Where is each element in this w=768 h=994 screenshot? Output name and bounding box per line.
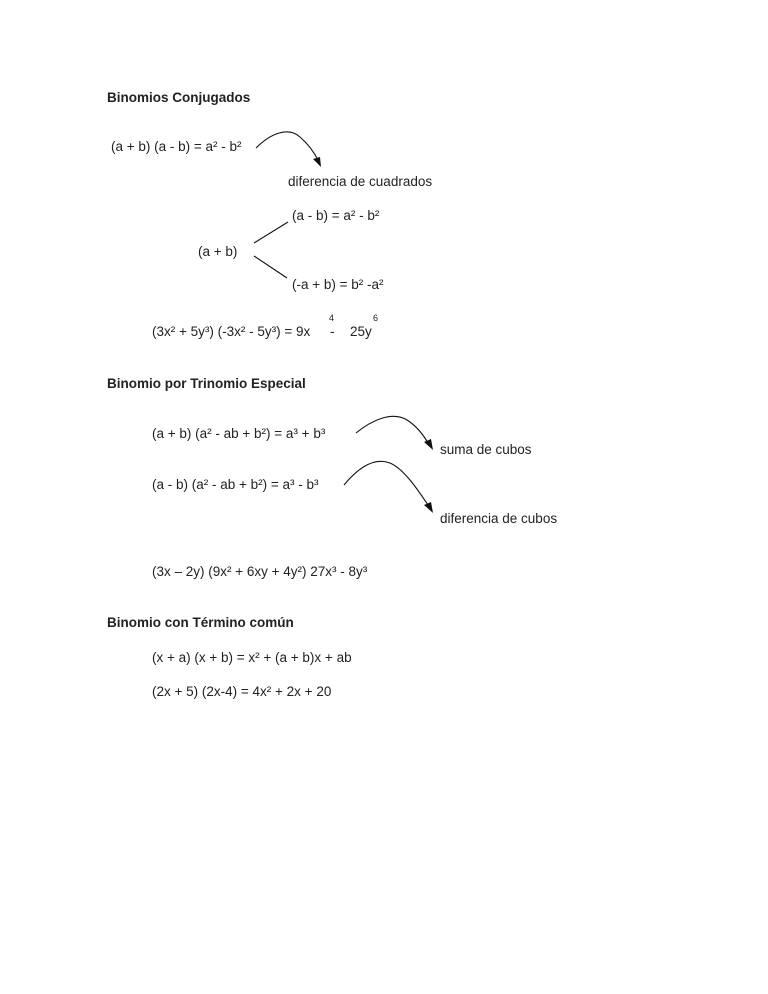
exponent-6: 6: [373, 313, 379, 323]
formula-termino-comun: (x + a) (x + b) = x² + (a + b)x + ab: [152, 650, 352, 665]
arrow-diferencia-cuadrados: [256, 132, 321, 167]
label-diferencia-cuadrados: diferencia de cuadrados: [288, 174, 433, 189]
example-termino-comun: (2x + 5) (2x-4) = 4x² + 2x + 20: [152, 684, 332, 699]
example-trinomio: (3x – 2y) (9x² + 6xy + 4y²) 27x³ - 8y³: [152, 564, 368, 579]
formula-conjugados: (a + b) (a - b) = a² - b²: [111, 139, 242, 154]
branch-root: (a + b): [198, 244, 238, 259]
example-conjugados-main: (3x² + 5y³) (-3x² - 5y³) = 9x: [152, 324, 311, 339]
branch-line-top: [254, 222, 288, 243]
heading-termino-comun: Binomio con Término común: [107, 615, 294, 630]
branch-bottom: (-a + b) = b² -a²: [292, 277, 384, 292]
example-conjugados-minus: -: [330, 324, 335, 339]
heading-binomios-conjugados: Binomios Conjugados: [107, 90, 251, 105]
label-diferencia-cubos: diferencia de cubos: [440, 511, 558, 526]
arrow-suma-cubos: [356, 416, 433, 450]
example-conjugados-end: 25y: [350, 324, 372, 339]
branch-top: (a - b) = a² - b²: [292, 208, 380, 223]
branch-line-bottom: [254, 256, 287, 278]
label-suma-cubos: suma de cubos: [440, 442, 532, 457]
arrow-diferencia-cubos: [344, 461, 433, 513]
formula-suma-cubos: (a + b) (a² - ab + b²) = a³ + b³: [152, 426, 326, 441]
exponent-4: 4: [329, 313, 335, 323]
heading-binomio-trinomio: Binomio por Trinomio Especial: [107, 376, 306, 391]
formula-diferencia-cubos: (a - b) (a² - ab + b²) = a³ - b³: [152, 477, 319, 492]
